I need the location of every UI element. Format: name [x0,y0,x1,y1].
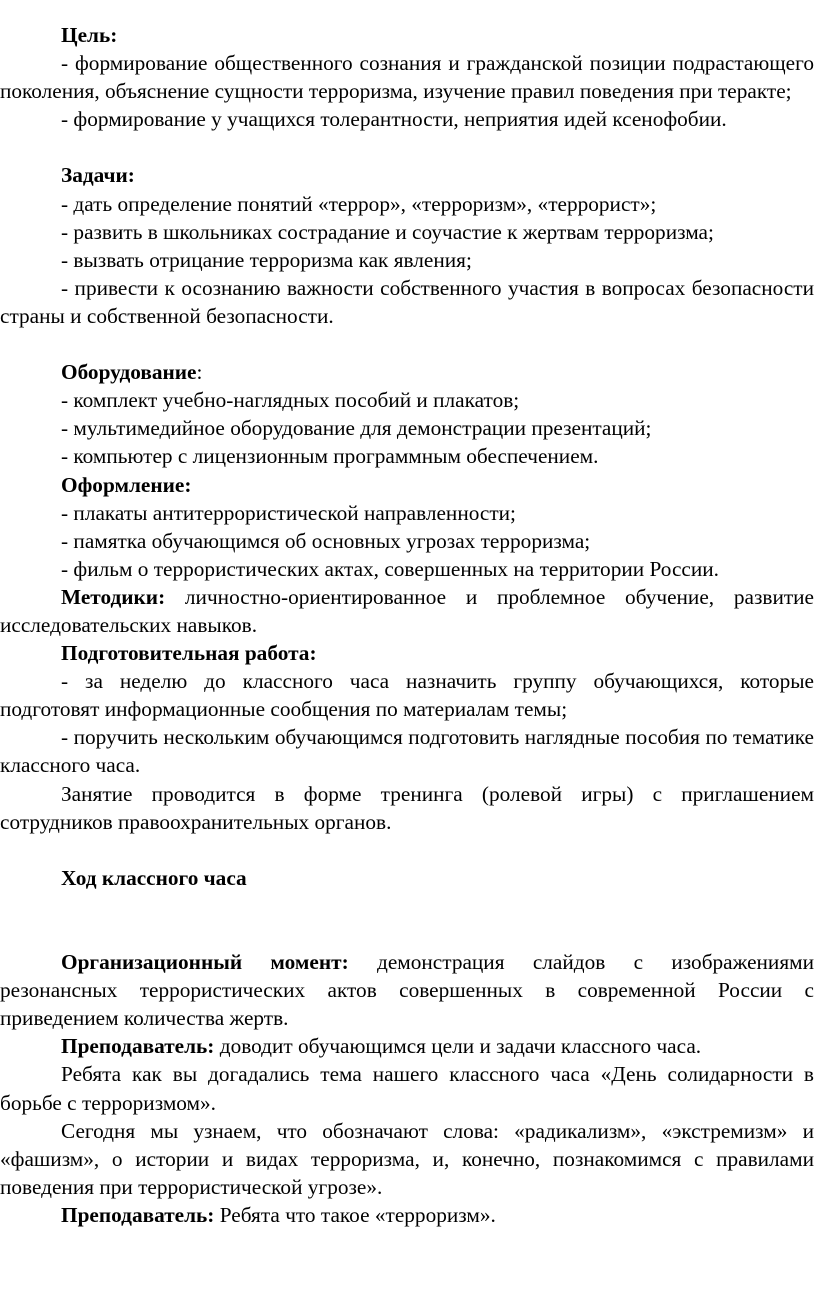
tasks-item: - развить в школьниках сострадание и соучастие к жертвам терроризма; [61,219,714,244]
tasks-item: - привести к осознанию важности собственного участия в вопросах безопасности страны и собственной безопасности. [0,275,814,328]
equipment-heading: Оборудование [61,360,197,385]
teacher-paragraph [0,1032,814,1060]
design-heading: Оформление: [61,472,192,497]
spacer [0,892,814,948]
equipment-item: - мультимедийное оборудование для демонстрации презентаций; [61,416,652,441]
teacher-text: доводит обучающимся цели и задачи классного часа. [214,1034,702,1059]
org-moment-label: Организационный момент: [61,950,349,975]
methods-paragraph [0,583,814,639]
equipment-item: - компьютер с лицензионным программным обеспечением. [61,444,599,469]
teacher-label: Преподаватель: [61,1034,215,1059]
preparation-item: - за неделю до классного часа назначить группу обучающихся, которые подготовят информационные сообщения по материалам темы; [0,669,814,722]
design-item: - плакаты антитеррористической направленности; [61,500,516,525]
design-item: - памятка обучающимся об основных угрозах терроризма; [61,528,591,553]
goal-heading: Цель: [61,23,118,47]
methods-heading: Методики: [61,584,166,609]
equipment-heading-line [0,358,814,386]
org-moment-paragraph [0,948,814,1032]
preparation-note: Занятие проводится в форме тренинга (ролевой игры) с приглашением сотрудников правоохранительных органов. [0,781,814,834]
lesson-paragraph: Ребята как вы догадались тема нашего классного часа «День солидарности в борьбе с терроризмом». [0,1062,814,1115]
design-item: - фильм о террористических актах, совершенных на территории России. [61,556,719,581]
methods-text: личностно-ориентированное и проблемное обучение, развитие исследовательских навыков. [0,584,814,637]
teacher-paragraph [0,1201,814,1229]
goal-item: - формирование общественного сознания и гражданской позиции подрастающего поколения, объяснение сущности терроризма, изучение правил поведения при теракте; [0,51,814,104]
equipment-item: - комплект учебно-наглядных пособий и плакатов; [61,388,520,413]
tasks-item: - дать определение понятий «террор», «терроризм», «террорист»; [61,191,657,216]
lesson-heading: Ход классного часа [61,865,247,890]
teacher-text: Ребята что такое «терроризм». [214,1202,496,1227]
org-moment-text: демонстрация слайдов с изображениями резонансных террористических актов совершенных в современной России с приведением количества жертв. [0,950,814,1031]
preparation-item: - поручить нескольким обучающимся подготовить наглядные пособия по тематике классного часа. [0,725,814,778]
tasks-item: - вызвать отрицание терроризма как явления; [61,247,472,272]
tasks-heading: Задачи: [61,163,135,188]
spacer [0,133,814,161]
teacher-label: Преподаватель: [61,1202,215,1227]
goal-item: - формирование у учащихся толерантности, неприятия идей ксенофобии. [61,107,727,132]
equipment-heading-colon: : [196,360,203,385]
preparation-heading: Подготовительная работа: [61,641,317,666]
spacer [0,330,814,358]
document-page [0,21,814,1229]
spacer [0,836,814,864]
lesson-paragraph: Сегодня мы узнаем, что обозначают слова: «радикализм», «экстремизм» и «фашизм», о истории и видах терроризма, и, конечно, познакомимся с правилами поведения при террористической угрозе». [0,1118,814,1199]
